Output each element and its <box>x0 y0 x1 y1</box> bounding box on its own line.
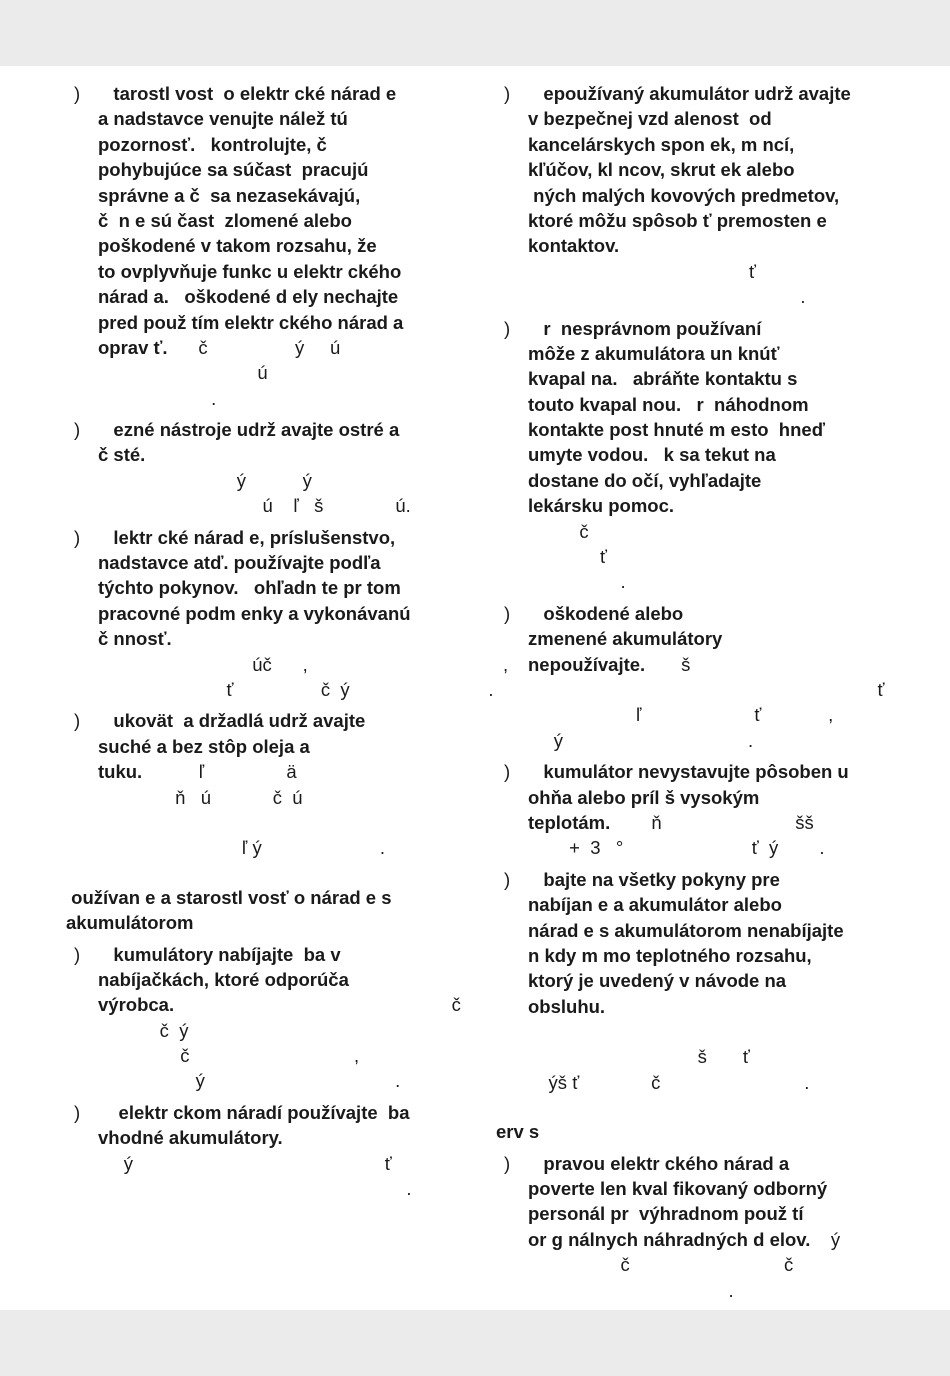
bold-text: poškodené v takom rozsahu, že <box>98 235 377 257</box>
text-line <box>528 366 886 391</box>
text-line <box>98 81 450 106</box>
item-marker: ) <box>74 1101 81 1123</box>
text-line <box>98 835 450 860</box>
text-line <box>528 132 886 157</box>
right-column <box>496 81 886 1309</box>
text-line <box>98 233 450 258</box>
text-line <box>528 233 886 258</box>
bold-text: nadstavce atď. používajte podľa <box>98 552 381 574</box>
regular-text: š ť <box>528 1046 750 1068</box>
bold-text: n kdy m mo teplotného rozsahu, <box>528 944 812 966</box>
bold-text: zmenené akumulátory <box>528 628 723 650</box>
bold-text: r nesprávnom používaní <box>528 317 762 339</box>
bold-text: č nnosť. <box>98 628 172 650</box>
text-line <box>528 259 886 284</box>
bold-text: tuku. <box>98 761 143 783</box>
bold-text: kvapal na. abráňte kontaktu s <box>528 368 798 390</box>
item-marker: ) <box>74 943 81 965</box>
text-line <box>528 442 886 467</box>
item-marker: ) <box>74 710 81 732</box>
text-line <box>528 892 886 917</box>
regular-text: ý ý <box>98 469 312 491</box>
item-marker: ) <box>504 83 511 104</box>
bold-text: v bezpečnej vzd alenost od <box>528 108 772 130</box>
item-f <box>66 417 450 525</box>
bold-text: výrobca. <box>98 994 175 1016</box>
text-line <box>528 81 886 106</box>
bold-text: obsluhu. <box>528 995 606 1017</box>
text-line <box>98 259 450 284</box>
text-line <box>528 341 886 366</box>
regular-text: . <box>528 1279 734 1301</box>
text-line <box>98 626 450 651</box>
bold-text: kľúčov, kl ncov, skrut ek alebo <box>528 159 795 181</box>
text-line <box>98 417 450 442</box>
text-line <box>98 493 450 518</box>
text-line <box>528 544 886 569</box>
item-marker: ) <box>504 317 511 339</box>
bold-text: poverte len kval fikovaný odborný <box>528 1178 828 1200</box>
bold-text: touto kvapal nou. r náhodnom <box>528 393 809 415</box>
item-c <box>496 81 886 316</box>
item-e2 <box>496 601 886 759</box>
text-line <box>98 810 450 835</box>
item-g2 <box>496 867 886 1102</box>
bold-text: nabíjan e a akumulátor alebo <box>528 894 782 916</box>
item-marker: ) <box>74 83 81 104</box>
bold-text: elektr ckom náradí používajte ba <box>98 1101 410 1123</box>
regular-text: ľ ý . <box>98 837 386 859</box>
regular-text: ť č ý . <box>98 678 494 700</box>
bold-text: kontaktov. <box>528 235 620 257</box>
text-line <box>528 810 886 835</box>
item-b <box>66 1100 450 1208</box>
text-line <box>528 183 886 208</box>
regular-text: ň ú č ú <box>98 786 303 808</box>
item-a <box>66 942 461 1100</box>
text-line <box>528 677 886 702</box>
bold-text: suché a bez stôp oleja a <box>98 735 310 757</box>
bold-text: ktorý je uvedený v návode na <box>528 970 787 992</box>
bold-text: ezné nástroje udrž avajte ostré a <box>98 419 400 441</box>
bold-text: kontakte post hnuté m esto hneď <box>528 419 825 441</box>
text-line <box>528 284 886 309</box>
regular-text: ýš ť č . <box>528 1071 810 1093</box>
regular-text: ý ť <box>98 1152 392 1174</box>
text-line <box>98 677 494 702</box>
regular-text: ť <box>528 546 607 568</box>
bold-text: pravou elektr ckého nárad a <box>528 1152 790 1174</box>
text-line <box>528 417 886 442</box>
text-line <box>98 106 450 131</box>
text-line <box>528 867 886 892</box>
bold-text: ných malých kovových predmetov, <box>528 184 840 206</box>
top-margin-band <box>0 0 950 66</box>
text-line <box>98 468 450 493</box>
text-line <box>98 1068 450 1093</box>
regular-text: ť <box>528 260 756 282</box>
regular-text: ý <box>810 1228 841 1250</box>
text-line <box>98 785 450 810</box>
text-line <box>528 392 886 417</box>
regular-text: č ý ú <box>167 336 341 358</box>
bold-text: vhodné akumulátory. <box>98 1127 283 1149</box>
text-line <box>98 967 450 992</box>
text-line <box>98 132 450 157</box>
bold-text: nárad e s akumulátorom nenabíjajte <box>528 919 844 941</box>
text-line <box>98 708 450 733</box>
text-line <box>528 943 886 968</box>
text-line <box>528 918 886 943</box>
text-line <box>98 1043 450 1068</box>
bold-text: teplotám. <box>528 811 611 833</box>
text-line <box>528 1151 886 1176</box>
bold-text: môže z akumulátora un knúť <box>528 342 780 364</box>
text-line <box>98 1018 450 1043</box>
bold-text: nepoužívajte. <box>528 653 646 675</box>
text-line <box>528 702 886 727</box>
bold-text: dostane do očí, vyhľadajte <box>528 469 762 491</box>
text-line <box>528 157 886 182</box>
text-line <box>528 626 886 651</box>
text-line <box>98 1151 450 1176</box>
bold-text: kumulátor nevystavujte pôsoben u <box>528 761 849 783</box>
text-line <box>528 994 886 1019</box>
text-line <box>528 728 886 753</box>
regular-text: + 3 ° ť ý . <box>528 837 825 859</box>
regular-text: ý . <box>528 729 754 751</box>
text-line <box>528 785 886 810</box>
item-marker: ) <box>504 868 511 890</box>
regular-text: ú <box>98 362 268 384</box>
bold-text: lektr cké nárad e, príslušenstvo, <box>98 526 396 548</box>
regular-text: ľ ä <box>142 761 297 783</box>
text-line <box>528 1176 886 1201</box>
bold-text: ukovät a držadlá udrž avajte <box>98 710 366 732</box>
left-column <box>66 81 509 1207</box>
text-line <box>98 575 450 600</box>
bold-text: pohybujúce sa súčast pracujú <box>98 159 369 181</box>
text-line <box>528 208 886 233</box>
regular-text: č <box>528 520 589 542</box>
section-heading-battery: oužívan e a starostl vosť o nárad e s akumulátorom <box>66 886 392 934</box>
text-line <box>528 1278 886 1303</box>
regular-text: . <box>528 286 806 308</box>
text-line <box>98 759 450 784</box>
item-f2 <box>496 759 886 867</box>
item-g <box>66 525 509 709</box>
bold-text: lekársku pomoc. <box>528 495 675 517</box>
regular-text: ý . <box>98 1070 401 1092</box>
regular-text: úč , , <box>98 653 509 675</box>
bold-text: č sté. <box>98 444 146 466</box>
bold-text: kumulátory nabíjajte ba v <box>98 943 341 965</box>
item-marker: ) <box>74 419 81 441</box>
text-line <box>528 1201 886 1226</box>
text-line <box>98 734 450 759</box>
regular-text: č <box>174 994 461 1016</box>
item-marker: ) <box>504 761 511 783</box>
text-line <box>528 106 886 131</box>
text-line <box>98 360 450 385</box>
text-line <box>528 493 886 518</box>
regular-text: š <box>645 653 691 675</box>
regular-text: č č <box>528 1254 794 1276</box>
bold-text: ohňa alebo príl š vysokým <box>528 786 760 808</box>
text-line <box>98 992 461 1017</box>
item-e <box>66 81 450 417</box>
section-heading-service: erv s <box>496 1121 540 1143</box>
item-a2 <box>496 1151 886 1309</box>
text-line <box>98 1100 450 1125</box>
text-line <box>98 1176 450 1201</box>
bold-text: nárad a. oškodené d ely nechajte <box>98 286 399 308</box>
bottom-margin-band <box>0 1310 950 1376</box>
text-line <box>528 835 886 860</box>
bold-text: epoužívaný akumulátor udrž avajte <box>528 83 851 104</box>
regular-text: ľ ť , <box>528 704 834 726</box>
text-line <box>98 335 450 360</box>
text-line <box>98 310 450 335</box>
text-line <box>98 550 450 575</box>
regular-text: . <box>98 387 217 409</box>
regular-text: č ý <box>98 1019 189 1041</box>
bold-text: týchto pokynov. ohľadn te pr tom <box>98 577 401 599</box>
text-line <box>98 942 450 967</box>
regular-text: . <box>528 571 626 593</box>
item-d <box>496 316 886 601</box>
bold-text: pred použ tím elektr ckého nárad a <box>98 311 404 333</box>
bold-text: pozornosť. kontrolujte, č <box>98 133 327 155</box>
bold-text: umyte vodou. k sa tekut na <box>528 444 776 466</box>
text-line <box>528 1044 886 1069</box>
regular-text: ú ľ š ú. <box>98 495 411 517</box>
text-line <box>98 525 450 550</box>
regular-text: . <box>98 1178 412 1200</box>
text-line <box>98 386 450 411</box>
text-line <box>528 759 886 784</box>
regular-text: ň šš <box>610 811 814 833</box>
text-line <box>528 468 886 493</box>
bold-text: tarostl vost o elektr cké nárad e <box>98 83 397 104</box>
text-line <box>528 569 886 594</box>
text-line <box>528 1227 886 1252</box>
bold-text: ktoré môžu spôsob ť premosten e <box>528 209 827 231</box>
text-line <box>98 183 450 208</box>
bold-text: kancelárskych spon ek, m ncí, <box>528 133 795 155</box>
bold-text: or g nálnych náhradných d elov. <box>528 1228 811 1250</box>
text-line <box>528 316 886 341</box>
text-line <box>98 1125 450 1150</box>
bold-text: personál pr výhradnom použ tí <box>528 1203 804 1225</box>
item-marker: ) <box>504 1152 511 1174</box>
bold-text: oprav ť. <box>98 336 168 358</box>
text-line <box>98 601 450 626</box>
text-line <box>528 1252 886 1277</box>
text-line <box>98 442 450 467</box>
text-line <box>528 601 886 626</box>
regular-text: č , <box>98 1045 360 1067</box>
item-h <box>66 708 450 866</box>
item-marker: ) <box>74 526 81 548</box>
bold-text: bajte na všetky pokyny pre <box>528 868 780 890</box>
bold-text: to ovplyvňuje funkc u elektr ckého <box>98 260 402 282</box>
text-line <box>528 968 886 993</box>
bold-text: č n e sú čast zlomené alebo <box>98 209 352 231</box>
bold-text: nabíjačkách, ktoré odporúča <box>98 968 349 990</box>
regular-text: ť <box>528 678 885 700</box>
text-line <box>528 652 886 677</box>
text-line <box>528 1019 886 1044</box>
bold-text: oškodené alebo <box>528 602 684 624</box>
item-marker: ) <box>504 602 511 624</box>
text-line <box>98 284 450 309</box>
bold-text: a nadstavce venujte nálež tú <box>98 108 348 130</box>
text-line <box>98 208 450 233</box>
text-line <box>528 1070 886 1095</box>
text-line <box>98 157 450 182</box>
text-line <box>98 652 509 677</box>
bold-text: správne a č sa nezasekávajú, <box>98 184 361 206</box>
bold-text: pracovné podm enky a vykonávanú <box>98 602 411 624</box>
text-line <box>528 519 886 544</box>
